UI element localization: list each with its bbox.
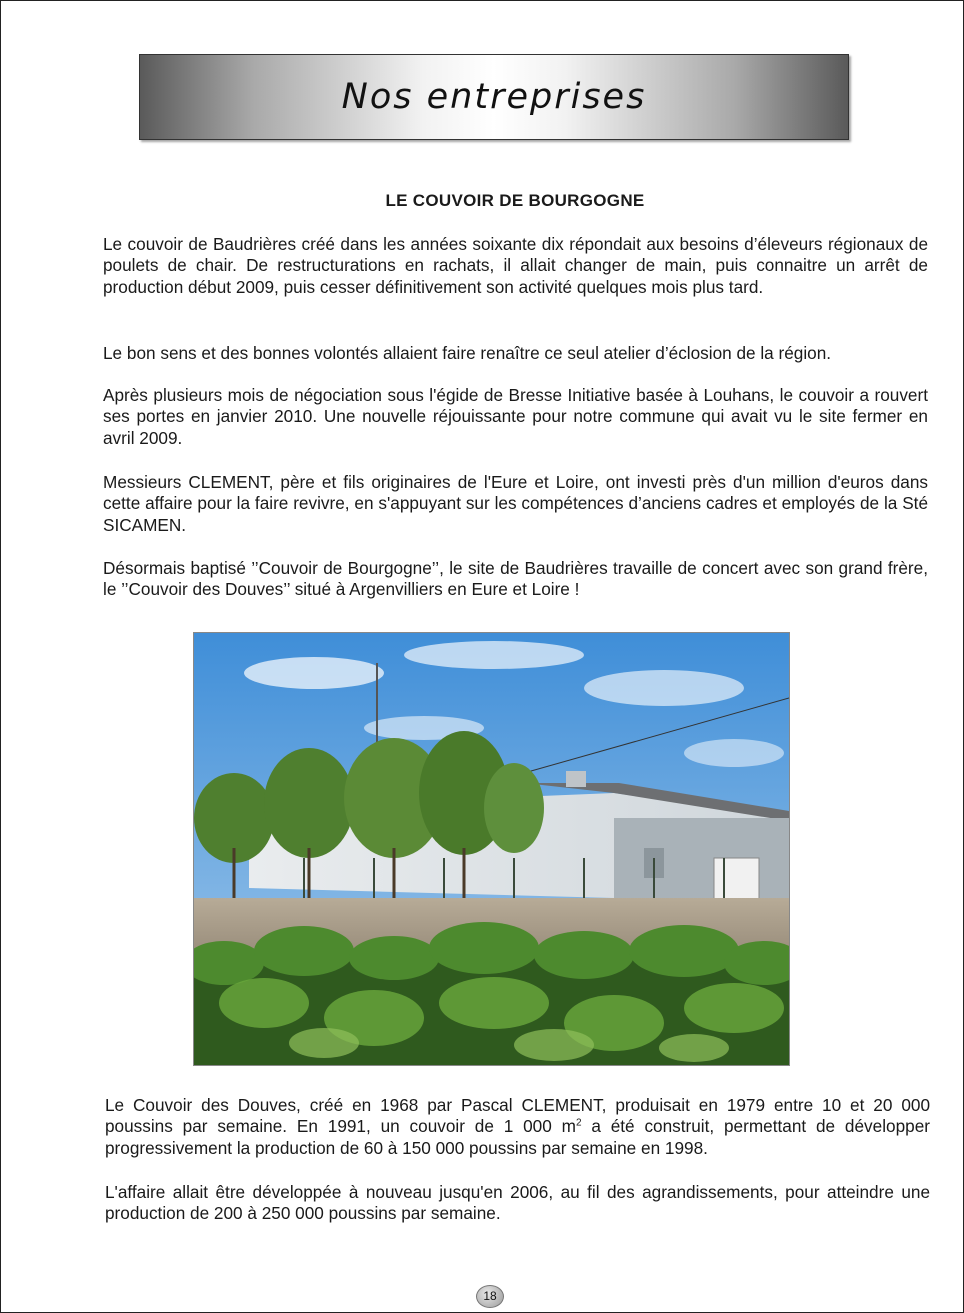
paragraph-douves-text-end: a été construit, permettant de développer progressivement la production de 60 à 150 000 poussins par semaine en 1998. [105, 1116, 930, 1158]
section-title: LE COUVOIR DE BOURGOGNE [385, 191, 645, 210]
paragraph-revival: Le bon sens et des bonnes volontés allaient faire renaître ce seul atelier d’éclosion de la région. [103, 343, 832, 363]
page-number-badge: 18 [476, 1285, 504, 1308]
page-title: Nos entreprises [341, 77, 647, 117]
paragraph-douves-history [105, 1095, 930, 1159]
hatchery-photo [193, 632, 790, 1066]
header-banner [139, 54, 849, 140]
paragraph-renaming: Désormais baptisé ’’Couvoir de Bourgogne’’, le site de Baudrières travaille de concert avec son grand frère, le ’’Couvoir des Douves’’ situé à Argenvilliers en Eure et Loire ! [103, 558, 928, 600]
paragraph-history: Le couvoir de Baudrières créé dans les années soixante dix répondait aux besoins d’éleveurs régionaux de poulets de chair. De restructurations en rachats, il allait changer de main, puis connaitre un arrêt de production début 2009, puis cesser définitivement son activité quelques mois plus tard. [103, 234, 928, 297]
paragraph-reopening: Après plusieurs mois de négociation sous l'égide de Bresse Initiative basée à Louhans, le couvoir a rouvert ses portes en janvier 2010. Une nouvelle réjouissante pour notre commune qui avait vu le site fermer en avril 2009. [103, 385, 928, 448]
superscript-square: 2 [575, 1117, 582, 1129]
hatchery-photo-illustration [194, 633, 789, 1065]
paragraph-douves-growth: L'affaire allait être développée à nouveau jusqu'en 2006, au fil des agrandissements, pour atteindre une production de 200 à 250 000 poussins par semaine. [105, 1182, 930, 1224]
paragraph-douves-text-start: Le Couvoir des Douves, créé en 1968 par Pascal CLEMENT, produisait en 1979 entre 10 et 20 000 poussins par semaine. En 1991, un couvoir de 1 000 m [105, 1095, 930, 1137]
paragraph-investment: Messieurs CLEMENT, père et fils originaires de l'Eure et Loire, ont investi près d'un million d'euros dans cette affaire pour la faire revivre, en s'appuyant sur les compétences d’anciens cadres et employés de la Sté SICAMEN. [103, 472, 928, 535]
